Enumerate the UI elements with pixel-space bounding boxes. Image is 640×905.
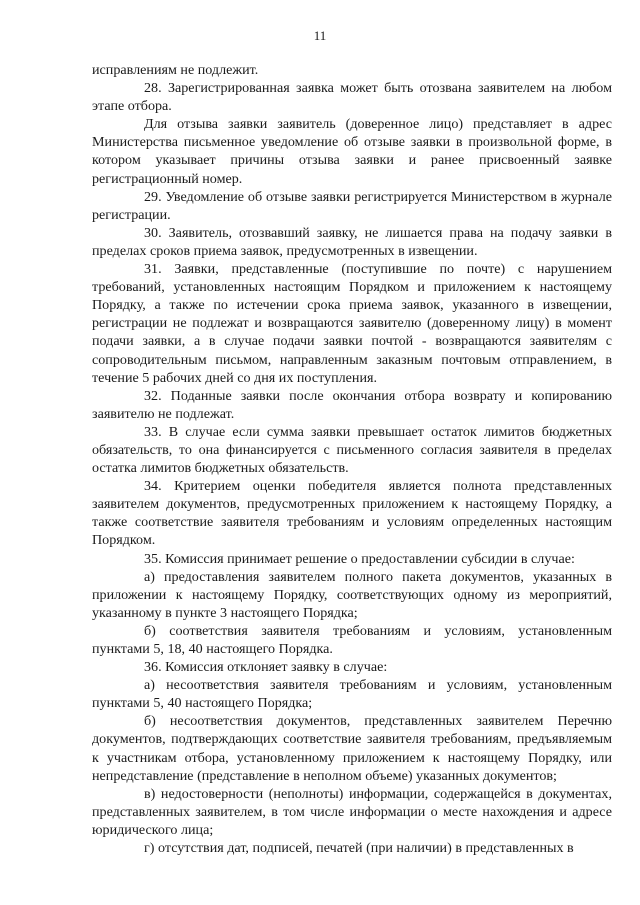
- page-number: 11: [313, 28, 327, 43]
- paragraph: а) предоставления заявителем полного пакета документов, указанных в приложении к настоящему Порядку, соответствующих одному из мероприятий, указанному в пункте 3 настоящего Порядка;: [92, 568, 612, 621]
- paragraph: г) отсутствия дат, подписей, печатей (при наличии) в представленных в: [144, 840, 574, 857]
- paragraph: 33. В случае если сумма заявки превышает остаток лимитов бюджетных обязательств, то она финансируется с письменного согласия заявителя в пределах остатка лимитов бюджетных обязательств.: [92, 423, 612, 477]
- paragraph: исправлениям не подлежит.: [92, 62, 259, 78]
- paragraph: 30. Заявитель, отозвавший заявку, не лишается права на подачу заявки в пределах сроков приема заявок, предусмотренных в извещении.: [92, 224, 612, 259]
- paragraph: 35. Комиссия принимает решение о предоставлении субсидии в случае:: [144, 550, 575, 567]
- paragraph: б) соответствия заявителя требованиям и условиям, установленным пунктами 5, 18, 40 настоящего Порядка.: [92, 622, 612, 657]
- paragraph: 32. Поданные заявки после окончания отбора возврату и копированию заявителю не подлежат.: [92, 387, 612, 422]
- paragraph: а) несоответствия заявителя требованиям и условиям, установленным пунктами 5, 40 настоящего Порядка;: [92, 677, 612, 712]
- paragraph: Для отзыва заявки заявитель (доверенное лицо) представляет в адрес Министерства письменное уведомление об отзыве заявки в произвольной форме, в котором указывает причины отзыва заявки и ранее присвоенный заявке регистрационный номер.: [92, 116, 612, 187]
- paragraph: 31. Заявки, представленные (поступившие по почте) с нарушением требований, установленных настоящим Порядком и приложением к настоящему Порядку, а также по истечении срока приема заявок, указанного в извещении, регистрации не подлежат и возвращаются заявителю (доверенному лицу) в момент подачи заявки, а в случае подачи заявки почтой - возвращаются заявителям с сопроводительным письмом, направленным заказным почтовым отправлением, в течение 5 рабочих дней со дня их поступления.: [92, 261, 612, 386]
- paragraph: 36. Комиссия отклоняет заявку в случае:: [144, 659, 388, 676]
- document-body: [92, 61, 612, 857]
- paragraph: 29. Уведомление об отзыве заявки регистрируется Министерством в журнале регистрации.: [92, 188, 612, 223]
- paragraph: 28. Зарегистрированная заявка может быть отозвана заявителем на любом этапе отбора.: [92, 80, 612, 115]
- paragraph: в) недостоверности (неполноты) информации, содержащейся в документах, представленных заявителем, в том числе информации о месте нахождения и адресе юридического лица;: [92, 785, 612, 838]
- paragraph: 34. Критерием оценки победителя является полнота представленных заявителем документов, предусмотренных приложением к настоящему Порядку, а также соответствие заявителя требованиям и условиям определенных настоящим Порядком.: [92, 478, 612, 549]
- paragraph: б) несоответствия документов, представленных заявителем Перечню документов, подтверждающих соответствие заявителя требованиям, предъявляемым к участникам отбора, установленному приложением к настоящему Порядку, или непредставление (представление в неполном объеме) указанных документов;: [92, 713, 612, 784]
